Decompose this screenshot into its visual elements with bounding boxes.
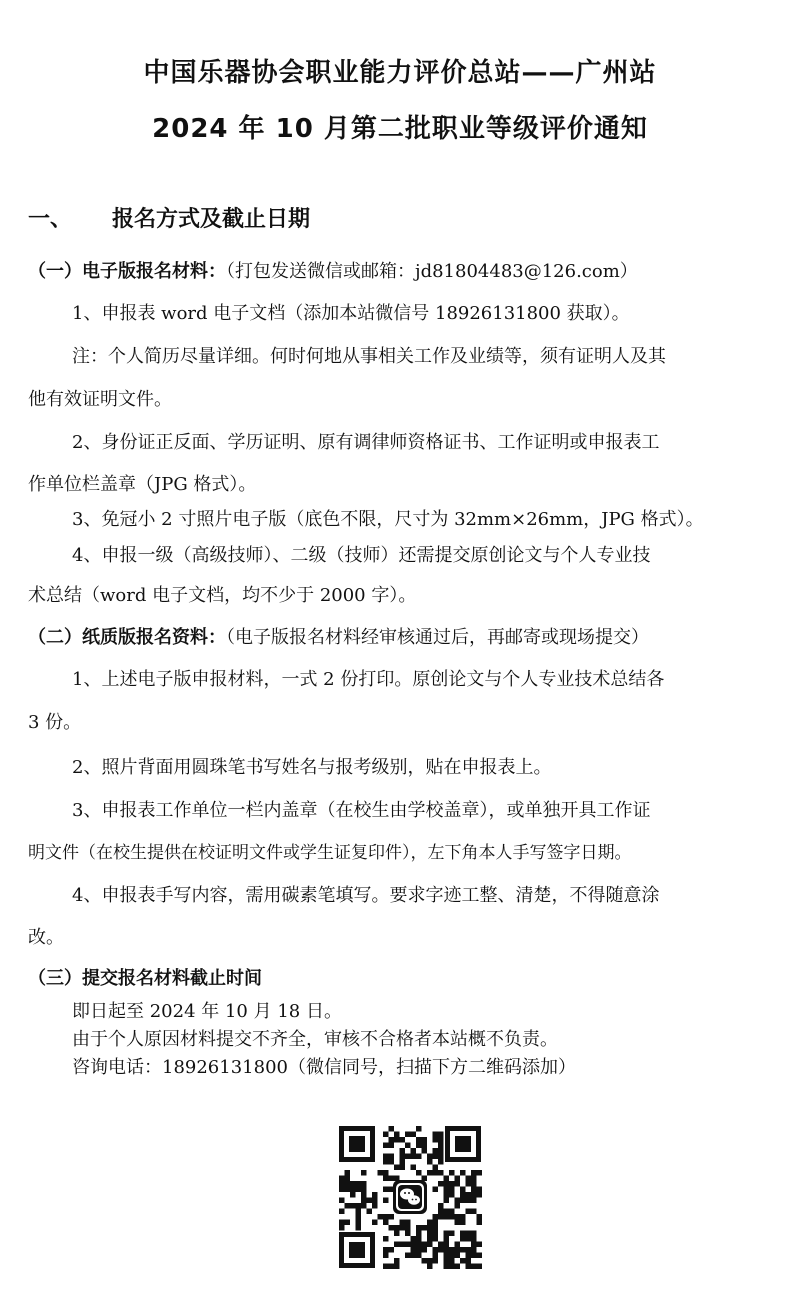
paragraph: 咨询电话：18926131800（微信同号，扫描下方二维码添加） <box>72 1057 576 1078</box>
subsection-label: （二）纸质版报名资料： <box>28 627 226 648</box>
subsection-note: （打包发送微信或邮箱：jd81804483@126.com） <box>226 261 638 282</box>
paragraph: 2、照片背面用圆珠笔书写姓名与报考级别，贴在申报表上。 <box>72 757 552 778</box>
paragraph: 作单位栏盖章（JPG 格式）。 <box>28 474 257 495</box>
document-title: 中国乐器协会职业能力评价总站——广州站 <box>143 58 657 88</box>
paragraph: 1、上述电子版申报材料，一式 2 份打印。原创论文与个人专业技术总结各 <box>72 669 665 690</box>
wechat-qr-code-icon <box>335 1122 485 1272</box>
paragraph: 他有效证明文件。 <box>28 389 172 410</box>
subsection-electronic <box>28 260 638 284</box>
section-heading-text: 报名方式及截止日期 <box>112 207 311 232</box>
paragraph: 3、免冠小 2 寸照片电子版（底色不限，尺寸为 32mm×26mm，JPG 格式）。 <box>72 509 704 530</box>
paragraph: 2、身份证正反面、学历证明、原有调律师资格证书、工作证明或申报表工 <box>72 432 660 453</box>
paragraph: 3、申报表工作单位一栏内盖章（在校生由学校盖章），或单独开具工作证 <box>72 800 651 821</box>
subsection-label: （一）电子版报名材料： <box>28 261 226 282</box>
paragraph: 由于个人原因材料提交不齐全，审核不合格者本站概不负责。 <box>72 1029 558 1050</box>
subsection-paper <box>28 626 649 650</box>
paragraph: 即日起至 2024 年 10 月 18 日。 <box>72 1001 342 1022</box>
paragraph: 4、申报表手写内容，需用碳素笔填写。要求字迹工整、清楚，不得随意涂 <box>72 885 660 906</box>
paragraph: 改。 <box>28 927 64 948</box>
subsection-deadline <box>28 967 262 991</box>
paragraph: 注：个人简历尽量详细。何时何地从事相关工作及业绩等，须有证明人及其 <box>72 346 666 367</box>
paragraph: 3 份。 <box>28 712 82 733</box>
paragraph: 术总结（word 电子文档，均不少于 2000 字）。 <box>28 585 417 606</box>
subsection-note: （电子版报名材料经审核通过后，再邮寄或现场提交） <box>226 627 649 648</box>
paragraph: 明文件（在校生提供在校证明文件或学生证复印件），左下角本人手写签字日期。 <box>28 843 632 863</box>
subsection-label: （三）提交报名材料截止时间 <box>28 968 262 989</box>
section-heading <box>28 208 310 232</box>
section-heading-number: 一、 <box>28 207 73 232</box>
document-subtitle: 2024 年 10 月第二批职业等级评价通知 <box>152 114 648 144</box>
paragraph: 4、申报一级（高级技师）、二级（技师）还需提交原创论文与个人专业技 <box>72 545 651 566</box>
paragraph: 1、申报表 word 电子文档（添加本站微信号 18926131800 获取）。 <box>72 303 630 324</box>
